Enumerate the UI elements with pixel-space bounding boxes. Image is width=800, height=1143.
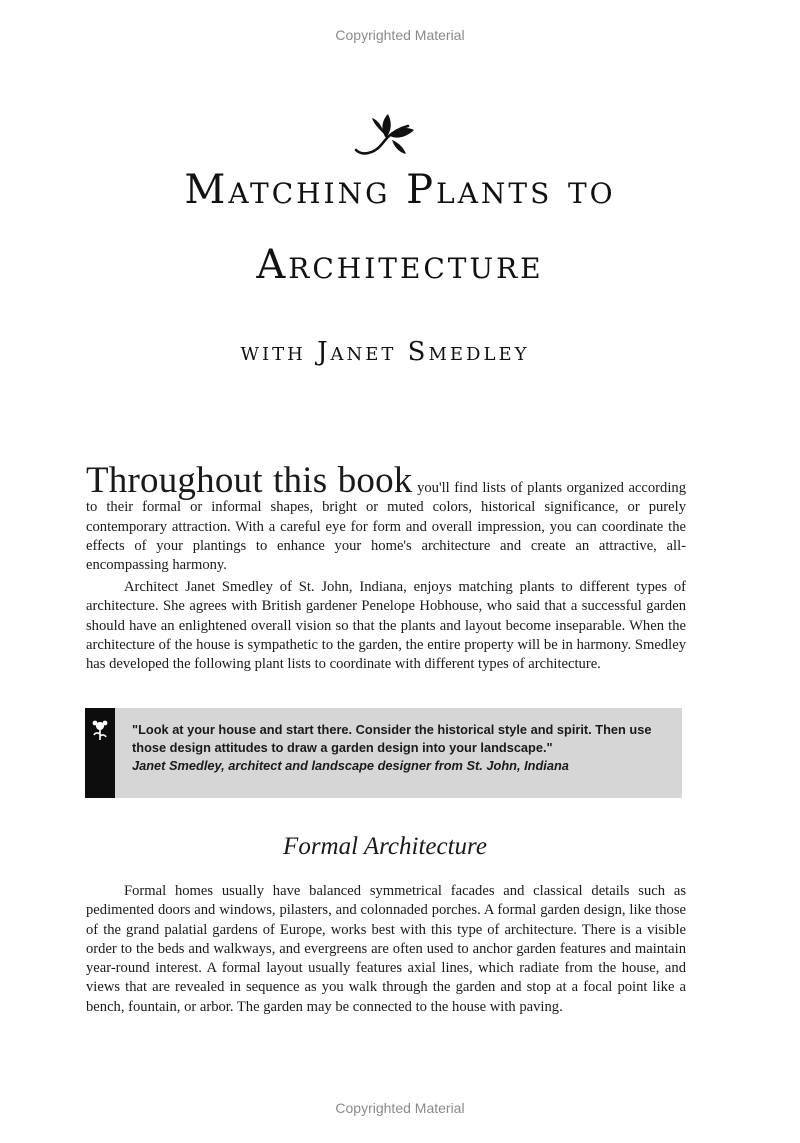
flower-ornament-icon <box>91 718 109 742</box>
chapter-title-line2: Architecture <box>256 242 544 288</box>
watermark-bottom: Copyrighted Material <box>335 1100 465 1116</box>
pull-quote-body: "Look at your house and start there. Consider the historical style and spirit. Then use those design attitudes to draw a garden design into your landscape." <box>132 722 652 755</box>
intro-paragraph-2: Architect Janet Smedley of St. John, Indiana, enjoys matching plants to different types of architecture. She agrees with British gardener Penelope Hobhouse, who said that a successful garden should have an enlightened overall vision so that the plants and layout become inseparable. When the architecture of the house is sympathetic to the garden, the entire property will be in harmony. Smedley has developed the following plant lists to coordinate with different types of architecture. <box>86 579 686 673</box>
intro-paragraph-1 <box>86 460 686 575</box>
section-paragraph-1: Formal homes usually have balanced symmetrical facades and classical details such as pedimented doors and windows, pilasters, and colonnaded porches. A formal garden design, like those of the grand palatial gardens of Europe, works best with this type of architecture. There is a visible order to the beds and walkways, and evergreens are often used to anchor garden features and maintain year-round interest. A formal layout usually features axial lines, which radiate from the house, and views that are revealed in sequence as you walk through the garden and stop at a focal point like a bench, fountain, or arbor. The garden may be connected to the house with paving. <box>86 883 686 1015</box>
pull-quote-bar <box>85 708 115 798</box>
chapter-subtitle: with Janet Smedley <box>240 337 530 367</box>
pull-quote-attribution: Janet Smedley, architect and landscape designer from St. John, Indiana <box>132 758 569 773</box>
pull-quote-text <box>132 721 677 775</box>
chapter-title-line1: Matching Plants to <box>184 167 616 213</box>
intro-paragraph-1-text: you'll find lists of plants organized according to their formal or informal shapes, bright or muted colors, historical significance, or purely contemporary attraction. With a careful eye for form and overall impression, you can coordinate the effects of your plantings to enhance your home's architecture and create an attractive, all-encompassing harmony. <box>86 480 686 574</box>
watermark-top: Copyrighted Material <box>335 27 465 43</box>
pull-quote-box <box>85 708 682 798</box>
intro-lead-words: Throughout this book <box>86 460 413 501</box>
leaf-ornament-icon <box>352 112 418 158</box>
section-heading: Formal Architecture <box>283 833 487 860</box>
